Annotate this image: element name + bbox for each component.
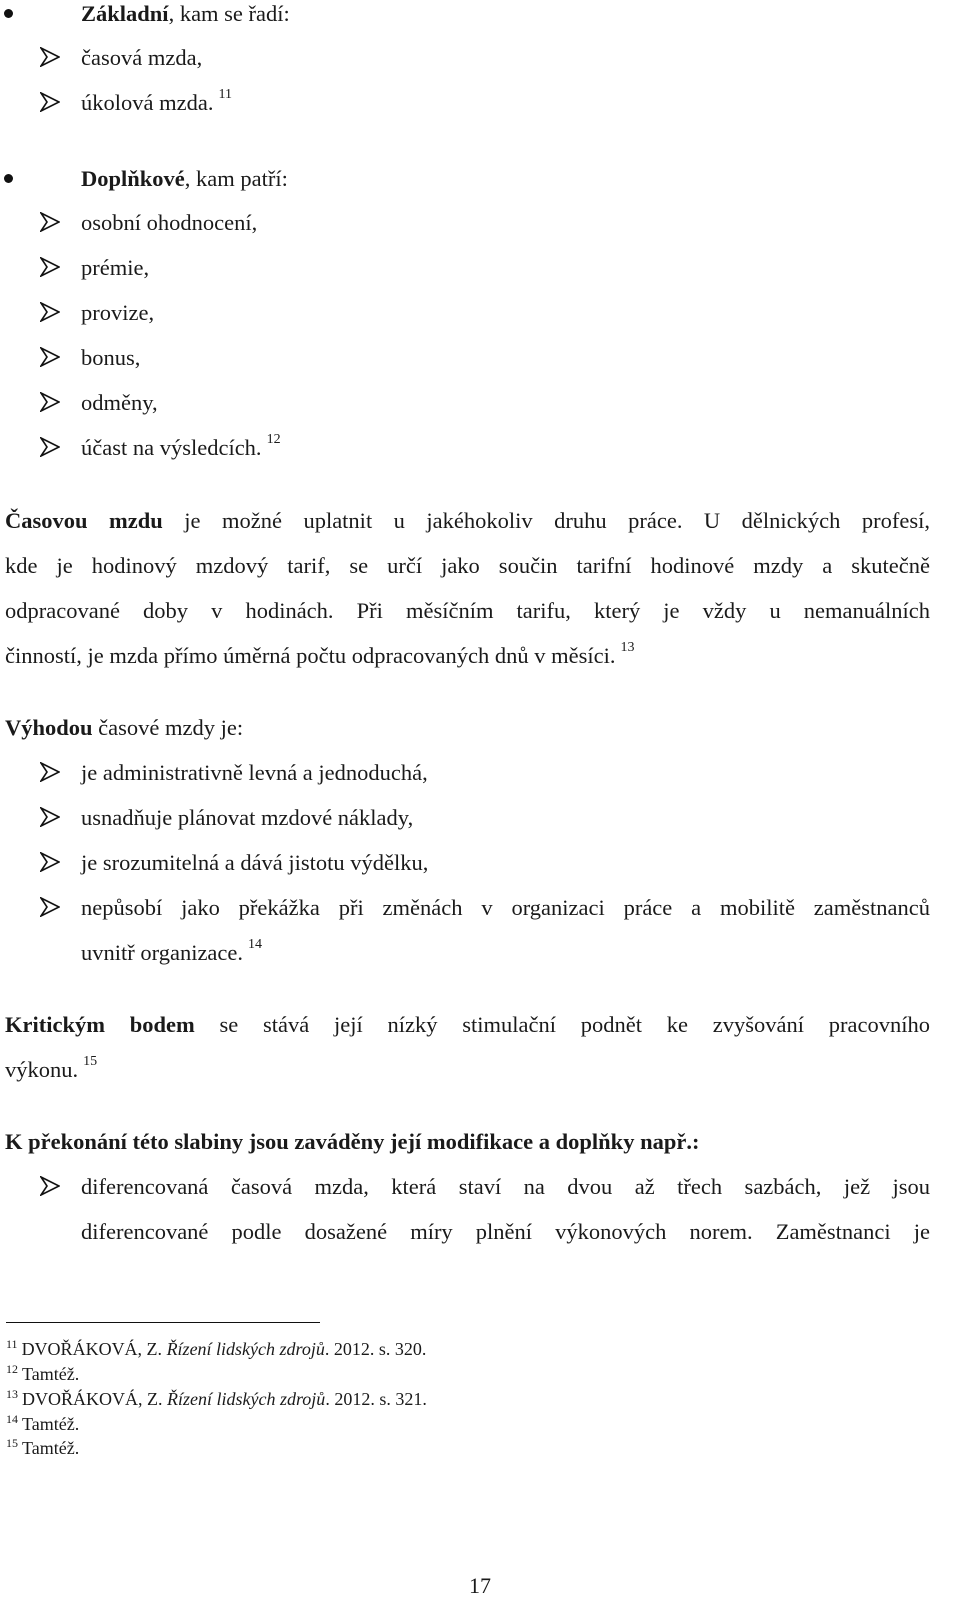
section-heading	[5, 1128, 699, 1156]
footnote	[6, 1338, 426, 1362]
lead-bold: Základní	[81, 1, 169, 26]
paragraph-line	[5, 507, 930, 535]
footnote	[6, 1388, 427, 1412]
list-item: osobní ohodnocení,	[81, 210, 258, 235]
arrow-bullet-icon	[40, 347, 60, 367]
footnote-ref: 13	[620, 640, 635, 655]
list-lead-supplementary	[81, 165, 288, 193]
footnote-title: Řízení lidských zdrojů	[166, 1339, 325, 1359]
footnote-number: 15	[6, 1436, 18, 1450]
footnote-number: 12	[6, 1362, 18, 1376]
bullet-dot-icon	[4, 9, 13, 18]
list-item: prémie,	[81, 255, 150, 280]
arrow-bullet-icon	[40, 1176, 60, 1196]
arrow-bullet-icon	[40, 257, 60, 277]
paragraph-text: je možné uplatnit u jakéhokoliv druhu práce. U dělnických profesí,	[162, 508, 930, 533]
arrow-bullet-icon	[40, 392, 60, 412]
list-item-text: úkolová mzda.	[81, 90, 214, 115]
list-item: usnadňuje plánovat mzdové náklady,	[81, 805, 414, 830]
list-item: odměny,	[81, 390, 158, 415]
footnote-title: Řízení lidských zdrojů	[167, 1389, 326, 1409]
paragraph-text: se stává její nízký stimulační podnět ke zvyšování pracovního	[194, 1012, 930, 1037]
list-item: bonus,	[81, 345, 141, 370]
footnote-number: 13	[6, 1387, 18, 1401]
list-lead-basic	[81, 0, 290, 28]
advantages-lead	[5, 714, 243, 742]
footnote-author: Tamtéž.	[22, 1364, 80, 1384]
lead-bold: Výhodou	[5, 715, 93, 740]
footnote-number: 14	[6, 1412, 18, 1426]
footnote	[6, 1363, 79, 1387]
list-item: je administrativně levná a jednoduchá,	[81, 760, 428, 785]
arrow-bullet-icon	[40, 762, 60, 782]
footnote-separator	[6, 1322, 320, 1323]
arrow-bullet-icon	[40, 302, 60, 322]
footnote-ref: 12	[266, 432, 281, 447]
paragraph-text: výkonu.	[5, 1057, 79, 1082]
list-item	[81, 434, 281, 466]
paragraph-line: kde je hodinový mzdový tarif, se určí jako součin tarifní hodinové mzdy a skutečně	[5, 553, 930, 578]
footnote-author: Tamtéž.	[22, 1414, 80, 1434]
list-item	[81, 89, 232, 121]
footnote-ref: 15	[83, 1054, 98, 1069]
footnote-author: Tamtéž.	[22, 1438, 80, 1458]
arrow-bullet-icon	[40, 47, 60, 67]
footnote-rest: . 2012. s. 321.	[325, 1389, 427, 1409]
paragraph-text: činností, je mzda přímo úměrná počtu odpracovaných dnů v měsíci.	[5, 643, 616, 668]
arrow-bullet-icon	[40, 807, 60, 827]
footnote-number: 11	[6, 1337, 18, 1351]
footnote-ref: 11	[218, 87, 232, 102]
list-item: diferencovaná časová mzda, která staví na dvou až třech sazbách, jež jsou	[81, 1174, 930, 1199]
bullet-dot-icon	[4, 174, 13, 183]
arrow-bullet-icon	[40, 897, 60, 917]
paragraph-line	[5, 1011, 930, 1039]
lead-bold: Doplňkové	[81, 166, 185, 191]
list-item: je srozumitelná a dává jistotu výdělku,	[81, 850, 429, 875]
footnote	[6, 1437, 79, 1461]
lead-rest: , kam patří:	[184, 166, 288, 191]
arrow-bullet-icon	[40, 212, 60, 232]
arrow-bullet-icon	[40, 92, 60, 112]
footnote-author: DVOŘÁKOVÁ, Z.	[22, 1389, 167, 1409]
term-bold: Kritickým bodem	[5, 1012, 195, 1037]
list-item: provize,	[81, 300, 155, 325]
arrow-bullet-icon	[40, 852, 60, 872]
paragraph-line	[5, 642, 634, 674]
footnote-author: DVOŘÁKOVÁ, Z.	[21, 1339, 167, 1359]
list-item-text: účast na výsledcích.	[81, 435, 262, 460]
paragraph-line	[5, 1056, 97, 1088]
list-item-continuation: diferencované podle dosažené míry plnění výkonových norem. Zaměstnanci je	[81, 1219, 930, 1244]
footnote-ref: 14	[248, 937, 263, 952]
list-item: časová mzda,	[81, 45, 203, 70]
list-item: nepůsobí jako překážka při změnách v organizaci práce a mobilitě zaměstnanců	[81, 895, 930, 920]
list-item-text: uvnitř organizace.	[81, 940, 244, 965]
lead-rest: , kam se řadí:	[168, 1, 290, 26]
footnote	[6, 1413, 79, 1437]
list-item-continuation	[81, 939, 262, 971]
paragraph-line: odpracované doby v hodinách. Při měsíčním tarifu, který je vždy u nemanuálních	[5, 598, 930, 623]
page-number: 17	[469, 1573, 491, 1598]
lead-rest: časové mzdy je:	[92, 715, 244, 740]
footnote-rest: . 2012. s. 320.	[324, 1339, 427, 1359]
heading-bold: K překonání této slabiny jsou zaváděny její modifikace a doplňky např.:	[5, 1129, 700, 1154]
term-bold: Časovou mzdu	[5, 508, 163, 533]
arrow-bullet-icon	[40, 437, 60, 457]
